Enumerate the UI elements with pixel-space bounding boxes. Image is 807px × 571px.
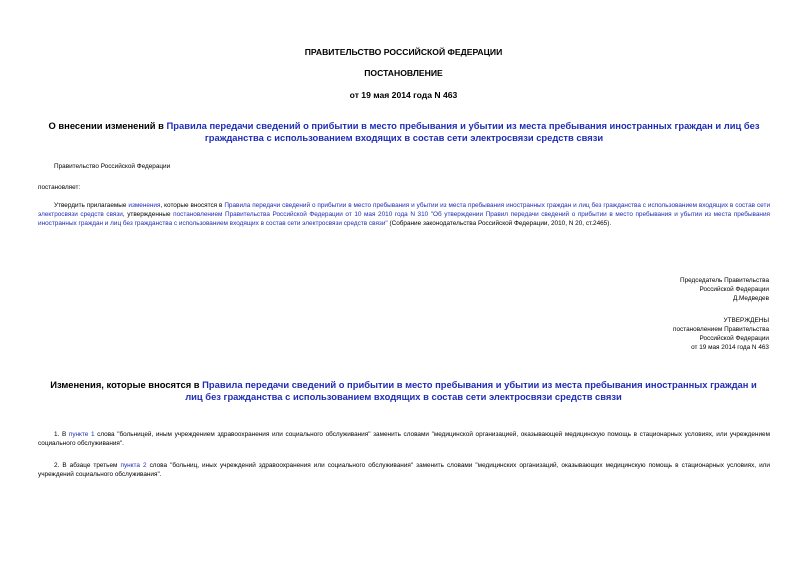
rules-link[interactable]: Правила передачи сведений о прибытии в место пребывания и убытии из места пребывания иностранных граждан и лиц без гражданства с использованием входящих в состав сети электросвязи средств связи	[38, 202, 771, 218]
resolution-paragraph	[38, 201, 770, 228]
approved-by: постановлением Правительства	[673, 326, 769, 333]
approved-org: Российской Федерации	[699, 335, 769, 342]
title-rules-link[interactable]: Правила передачи сведений о прибытии в место пребывания и убытии из места пребывания иностранных граждан и лиц без гражданства с использованием входящих в состав сети электросвязи средств связи	[166, 120, 760, 143]
signature-name: Д.Медведев	[732, 295, 769, 302]
changes-title-rules-link[interactable]: Правила передачи сведений о прибытии в место пребывания и убытии из места пребывания иностранных граждан и лиц без гражданства с использованием входящих в состав сети электросвязи средств связи	[185, 379, 757, 402]
signature-title: Председатель Правительства	[680, 277, 769, 284]
document-type: ПОСТАНОВЛЕНИЕ	[364, 68, 443, 78]
document-date-number: от 19 мая 2014 года N 463	[349, 90, 458, 100]
point-1-link[interactable]: пункте 1	[68, 431, 95, 438]
paragraph-text: , которые вносятся в	[160, 202, 225, 209]
decides-line: постановляет:	[38, 184, 81, 191]
change-item-1	[38, 430, 770, 448]
changes-title-prefix: Изменения, которые вносятся в	[50, 379, 203, 390]
title-prefix: О внесении изменений в	[48, 120, 167, 131]
paragraph-text: Утвердить прилагаемые	[54, 202, 129, 209]
document-title	[34, 120, 774, 144]
item-text: 2. В абзаце третьем	[54, 462, 121, 469]
item-text: слова "больницей, иным учреждением здравоохранения или социального обслуживания" заменить словами "медицинской организацией, оказывающей медицинскую помощь в стационарных условиях, или учреждением социального обслуживания".	[38, 431, 770, 447]
resolution-310-link[interactable]: постановлением Правительства Российской Федерации от 10 мая 2010 года N 310 "Об утверждении Правил передачи сведений о прибытии в место пребывания и убытии из места пребывания иностранных граждан и лиц без гражданства с использованием входящих в состав сети электросвязи средств связи"	[38, 211, 770, 227]
item-text: слова "больниц, иных учреждений здравоохранения или социального обслуживания" заменить словами "медицинских организаций, оказывающих медицинскую помощь в стационарных условиях, или учреждений социального обслуживания".	[38, 462, 770, 478]
item-text: 1. В	[54, 431, 69, 438]
point-2-link[interactable]: пункта 2	[120, 462, 147, 469]
approved-block	[673, 316, 769, 352]
government-heading: ПРАВИТЕЛЬСТВО РОССИЙСКОЙ ФЕДЕРАЦИИ	[304, 47, 503, 57]
approved-date: от 19 мая 2014 года N 463	[691, 344, 769, 351]
paragraph-text: , утвержденные	[122, 211, 174, 218]
changes-link[interactable]: изменения	[128, 202, 161, 209]
signature-block	[680, 276, 769, 303]
government-line: Правительство Российской Федерации	[54, 163, 171, 170]
changes-title	[50, 379, 757, 403]
approved-label: УТВЕРЖДЕНЫ	[723, 317, 769, 324]
paragraph-text: (Собрание законодательства Российской Федерации, 2010, N 20, ст.2465).	[387, 220, 612, 227]
change-item-2	[38, 461, 770, 479]
signature-org: Российской Федерации	[699, 286, 769, 293]
